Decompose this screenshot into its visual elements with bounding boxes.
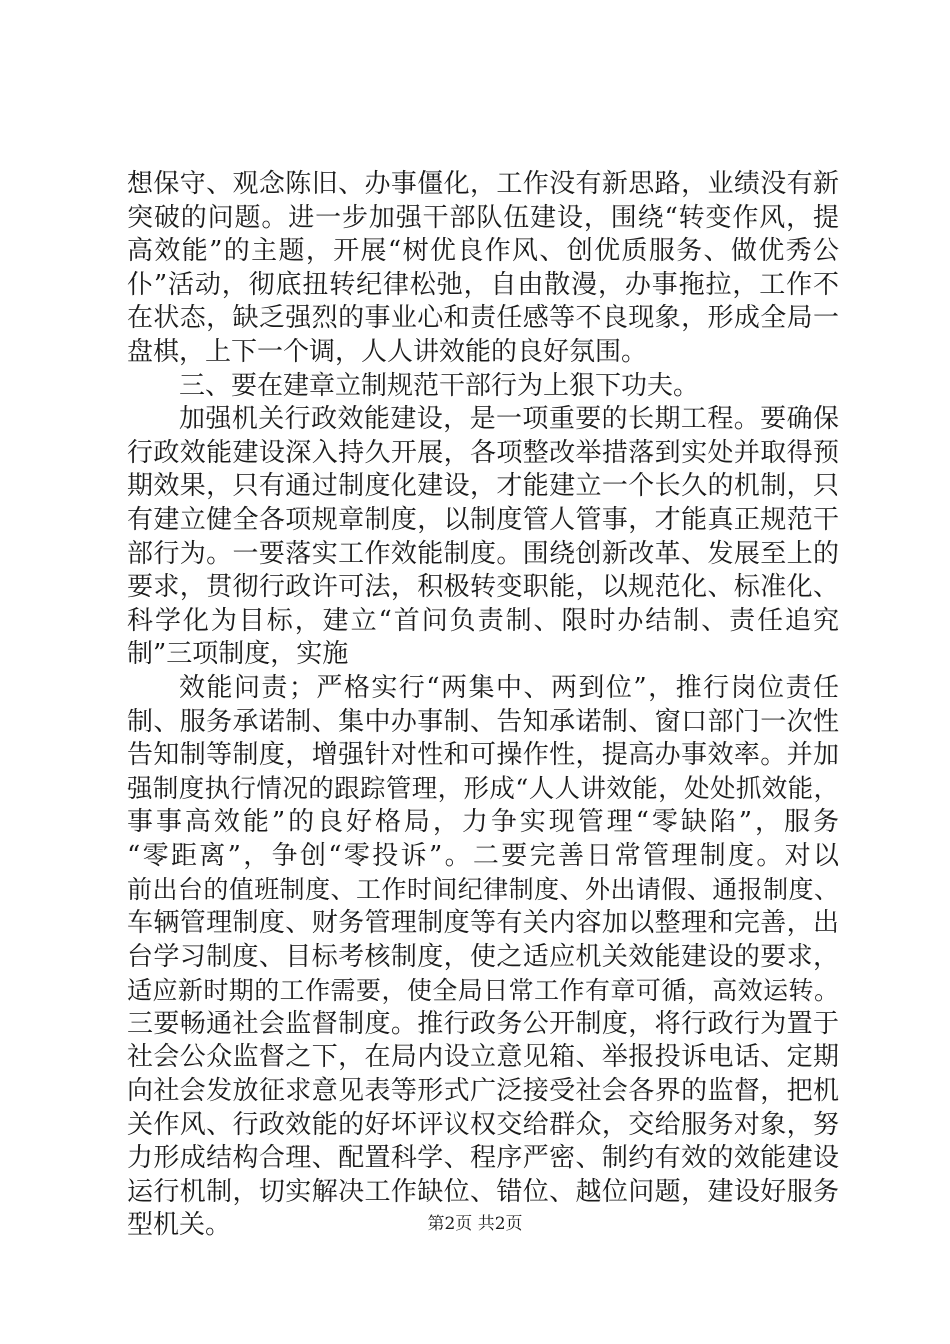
text-line: 盘棋，上下一个调，人人讲效能的良好氛围。 bbox=[127, 336, 648, 367]
text-line: 告知制等制度，增强针对性和可操作性，提高办事效率。并加 bbox=[127, 740, 839, 771]
text-line: 型机关。 bbox=[127, 1210, 232, 1241]
text-line: 想保守、观念陈旧、办事僵化，工作没有新思路，业绩没有新 bbox=[127, 169, 839, 199]
text-line: 向社会发放征求意见表等形式广泛接受社会各界的监督，把机 bbox=[127, 1076, 839, 1107]
text-line: 强制度执行情况的跟踪管理，形成“人人讲效能，处处抓效能， bbox=[127, 773, 839, 804]
document-body bbox=[127, 168, 839, 1243]
text-line: 科学化为目标，建立“首问负责制、限时办结制、责任追究 bbox=[127, 605, 839, 636]
text-line: 运行机制，切实解决工作缺位、错位、越位问题，建设好服务 bbox=[127, 1176, 839, 1207]
text-line: 效能问责；严格实行“两集中、两到位”，推行岗位责任 bbox=[179, 672, 839, 703]
text-line: 突破的问题。进一步加强干部队伍建设，围绕“转变作风，提 bbox=[127, 202, 839, 233]
text-line: 制”三项制度，实施 bbox=[127, 639, 349, 670]
text-line: 制、服务承诺制、集中办事制、告知承诺制、窗口部门一次性 bbox=[127, 706, 839, 737]
text-line: 高效能”的主题，开展“树优良作风、创优质服务、做优秀公 bbox=[127, 236, 839, 267]
text-line: 在状态，缺乏强烈的事业心和责任感等不良现象，形成全局一 bbox=[127, 303, 839, 334]
text-line: 社会公众监督之下，在局内设立意见箱、举报投诉电话、定期 bbox=[127, 1042, 839, 1073]
text-line: 适应新时期的工作需要，使全局日常工作有章可循，高效运转。 bbox=[127, 976, 839, 1006]
text-line: 力形成结构合理、配置科学、程序严密、制约有效的效能建设 bbox=[127, 1143, 839, 1174]
page-number: 第2页 共2页 bbox=[427, 1214, 523, 1234]
text-line: 关作风、行政效能的好坏评议权交给群众，交给服务对象，努 bbox=[127, 1109, 839, 1140]
text-line: 仆”活动，彻底扭转纪律松弛，自由散漫，办事拖拉，工作不 bbox=[127, 269, 839, 300]
text-line: 车辆管理制度、财务管理制度等有关内容加以整理和完善，出 bbox=[127, 908, 839, 939]
text-line: 事事高效能”的良好格局，力争实现管理“零缺陷”，服务 bbox=[127, 807, 839, 838]
page-footer bbox=[0, 1212, 950, 1236]
text-line: 前出台的值班制度、工作时间纪律制度、外出请假、通报制度、 bbox=[127, 875, 839, 905]
text-line: 台学习制度、目标考核制度，使之适应机关效能建设的要求， bbox=[127, 941, 839, 972]
section-heading: 三、要在建章立制规范干部行为上狠下功夫。 bbox=[179, 370, 700, 401]
text-line: 三要畅通社会监督制度。推行政务公开制度，将行政行为置于 bbox=[127, 1008, 839, 1039]
text-line: 要求，贯彻行政许可法，积极转变职能，以规范化、标准化、 bbox=[127, 572, 839, 603]
text-line: “零距离”，争创“零投诉”。二要完善日常管理制度。对以 bbox=[127, 840, 839, 871]
text-line: 加强机关行政效能建设，是一项重要的长期工程。要确保 bbox=[179, 404, 839, 435]
text-line: 行政效能建设深入持久开展，各项整改举措落到实处并取得预 bbox=[127, 437, 839, 468]
text-line: 有建立健全各项规章制度，以制度管人管事，才能真正规范干 bbox=[127, 504, 839, 535]
text-line: 期效果，只有通过制度化建设，才能建立一个长久的机制，只 bbox=[127, 471, 839, 502]
text-line: 部行为。一要落实工作效能制度。围绕创新改革、发展至上的 bbox=[127, 538, 839, 569]
